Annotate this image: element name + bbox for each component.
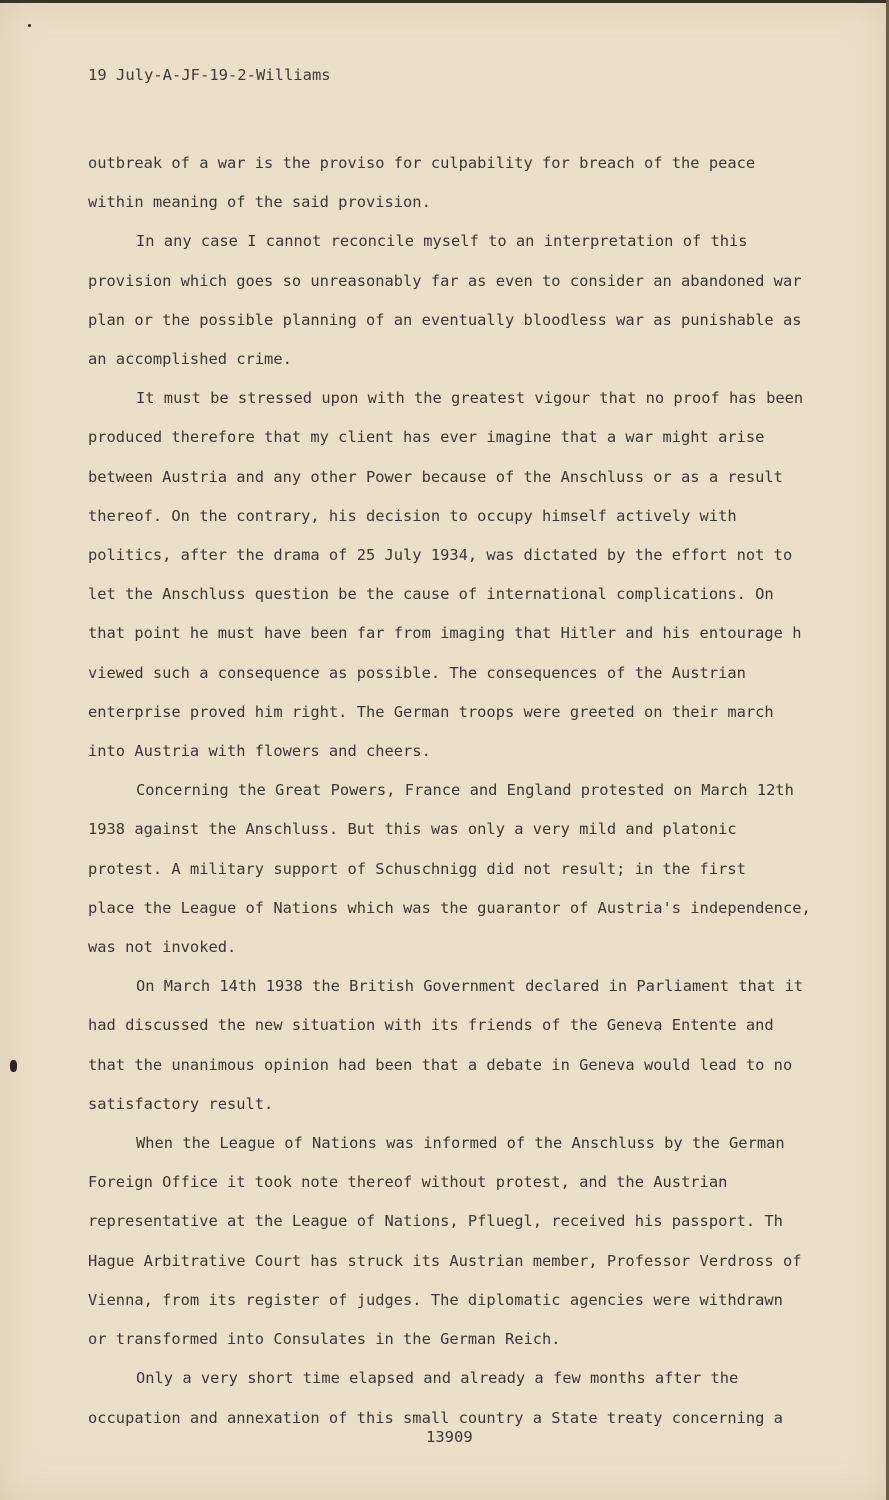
paragraph: Concerning the Great Powers, France and England protested on March 12th 1938 against the Anschluss. But this was only a very mild and platonic protest. A military support of Schuschnigg did not result; in the first place the League of Nations which was the guarantor of Austria's independence, was not invoked. <box>88 781 811 957</box>
document-header: 19 July-A-JF-19-2-Williams <box>88 66 331 84</box>
paragraph: On March 14th 1938 the British Government declared in Parliament that it had discussed the new situation with its friends of the Geneva Entente and that the unanimous opinion had been that a debate in Geneva would lead to no satisfactory result. <box>88 977 804 1113</box>
document-body <box>88 144 836 1438</box>
ink-speck <box>28 24 31 27</box>
paragraph: It must be stressed upon with the greatest vigour that no proof has been produced therefore that my client has ever imagine that a war might arise between Austria and any other Power because of the Anschluss or as a result thereof. On the contrary, his decision to occupy himself actively with politics, after the drama of 25 July 1934, was dictated by the effort not to let the Anschluss question be the cause of international complications. On that point he must have been far from imaging that Hitler and his entourage h viewed such a consequence as possible. The consequences of the Austrian enterprise proved him right. The German troops were greeted on their march into Austria with flowers and cheers. <box>88 389 804 761</box>
paragraph: Only a very short time elapsed and already a few months after the occupation and annexation of this small country a State treaty concerning a <box>88 1369 783 1427</box>
paragraph: In any case I cannot reconcile myself to an interpretation of this provision which goes so unreasonably far as even to consider an abandoned war plan or the possible planning of an eventually bloodless war as punishable as an accomplished crime. <box>88 232 802 369</box>
page-number: 13909 <box>426 1428 473 1446</box>
ink-blot <box>10 1060 17 1072</box>
paragraph: outbreak of a war is the proviso for culpability for breach of the peace within meaning of the said provision. <box>88 154 756 212</box>
paragraph: When the League of Nations was informed of the Anschluss by the German Foreign Office it took note thereof without protest, and the Austrian representative at the League of Nations, Pfluegl, received his passport. Th Hague Arbitrative Court has struck its Austrian member, Professor Verdross of Vienna, from its register of judges. The diplomatic agencies were withdrawn or transformed into Consulates in the German Reich. <box>88 1134 802 1349</box>
